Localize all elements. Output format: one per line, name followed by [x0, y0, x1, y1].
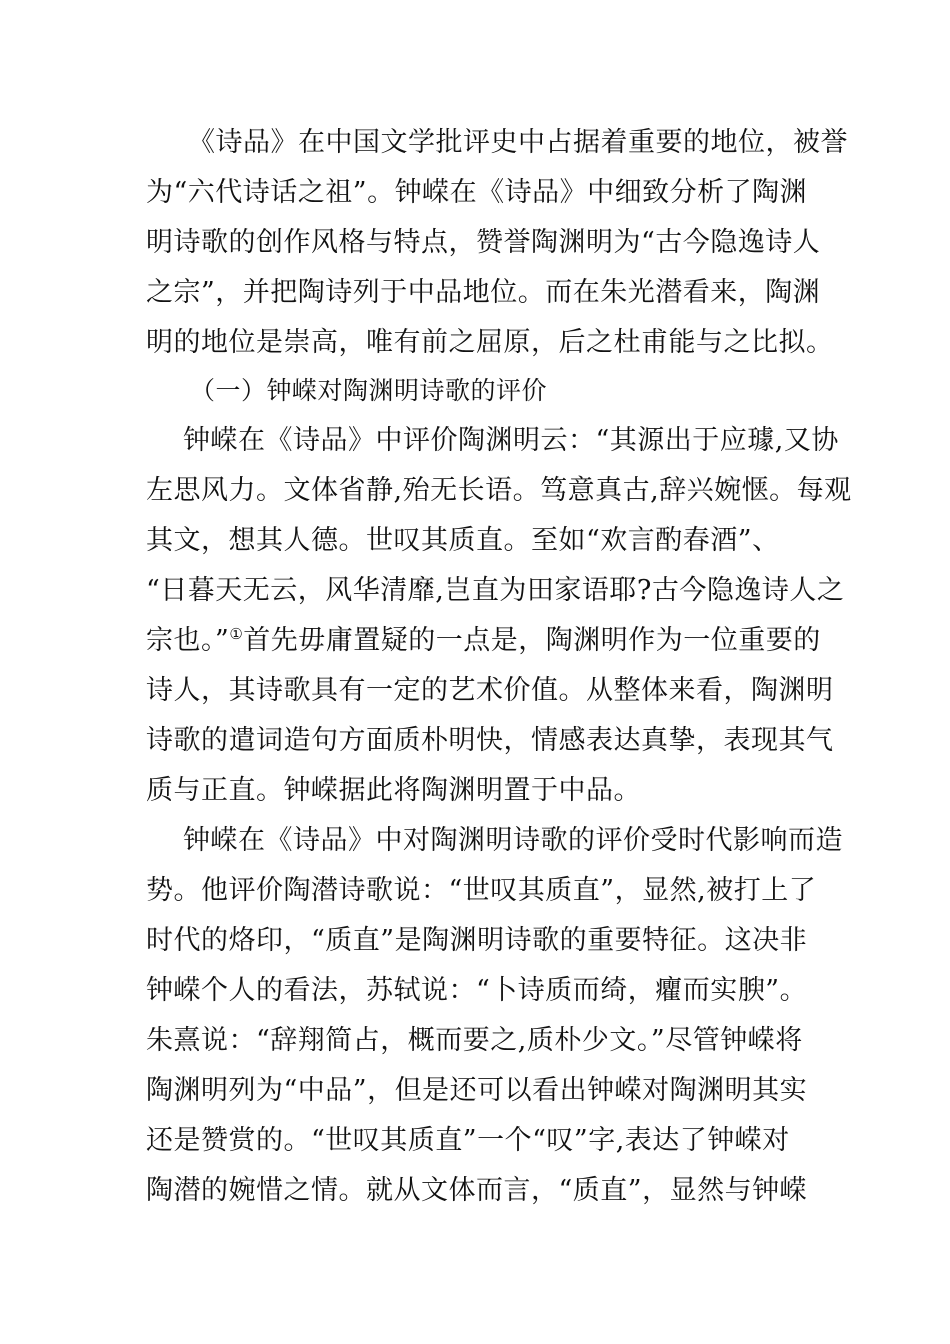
- paragraph-2-line-5-text: 首先毋庸置疑的一点是，陶渊明作为一位重要的: [243, 625, 821, 656]
- quote-end-text: 宗也。”: [146, 625, 230, 656]
- paragraph-2-line-4: “日暮天无云，风华清靡,岂直为田家语耶?古今隐逸诗人之: [146, 575, 845, 606]
- paragraph-2-line-5: [146, 624, 826, 658]
- paragraph-3-line-3: 时代的烙印，“质直”是陶渊明诗歌的重要特征。这决非: [146, 925, 808, 956]
- paragraph-2-line-2: 左思风力。文体省静,殆无长语。笃意真古,辞兴婉惬。每观: [146, 475, 852, 506]
- paragraph-3-line-7: 还是赞赏的。“世叹其质直”一个“叹”字,表达了钟嵘对: [146, 1125, 790, 1156]
- paragraph-2-line-8: 质与正直。钟嵘据此将陶渊明置于中品。: [146, 775, 641, 806]
- paragraph-2-line-1: 钟嵘在《诗品》中评价陶渊明云：“其源出于应璩,又协: [183, 425, 839, 456]
- paragraph-1-line-4: 之宗”，并把陶诗列于中品地位。而在朱光潜看来，陶渊: [146, 277, 821, 308]
- paragraph-2-line-7: 诗歌的遣词造句方面质朴明快，情感表达真挚，表现其气: [146, 725, 834, 756]
- paragraph-2-line-3: 其文，想其人德。世叹其质直。至如“欢言酌春酒”、: [146, 525, 780, 556]
- section-heading: （一）钟嵘对陶渊明诗歌的评价: [190, 376, 548, 405]
- paragraph-1-line-2: 为“六代诗话之祖”。钟嵘在《诗品》中细致分析了陶渊: [146, 177, 808, 208]
- paragraph-3-line-2: 势。他评价陶潜诗歌说：“世叹其质直”，显然,被打上了: [146, 875, 817, 906]
- paragraph-1-line-1: 《诗品》在中国文学批评史中占据着重要的地位，被誉: [188, 127, 848, 158]
- paragraph-3-line-5: 朱熹说：“辞翔简占，概而要之,质朴少文。”尽管钟嵘将: [146, 1025, 803, 1056]
- paragraph-3-line-1: 钟嵘在《诗品》中对陶渊明诗歌的评价受时代影响而造: [183, 825, 843, 856]
- paragraph-3-line-4: 钟嵘个人的看法，苏轼说：“卜诗质而绮，癯而实腴”。: [146, 975, 808, 1006]
- paragraph-2-line-6: 诗人，其诗歌具有一定的艺术价值。从整体来看，陶渊明: [146, 675, 834, 706]
- paragraph-3-line-8: 陶潜的婉惜之情。就从文体而言，“质直”，显然与钟嵘: [146, 1175, 808, 1206]
- paragraph-1-line-3: 明诗歌的创作风格与特点，赞誉陶渊明为“古今隐逸诗人: [146, 227, 821, 258]
- paragraph-1-line-5: 明的地位是崇高，唯有前之屈原，后之杜甫能与之比拟。: [146, 327, 834, 358]
- footnote-marker: ①: [229, 625, 244, 643]
- paragraph-3-line-6: 陶渊明列为“中品”，但是还可以看出钟嵘对陶渊明其实: [146, 1075, 808, 1106]
